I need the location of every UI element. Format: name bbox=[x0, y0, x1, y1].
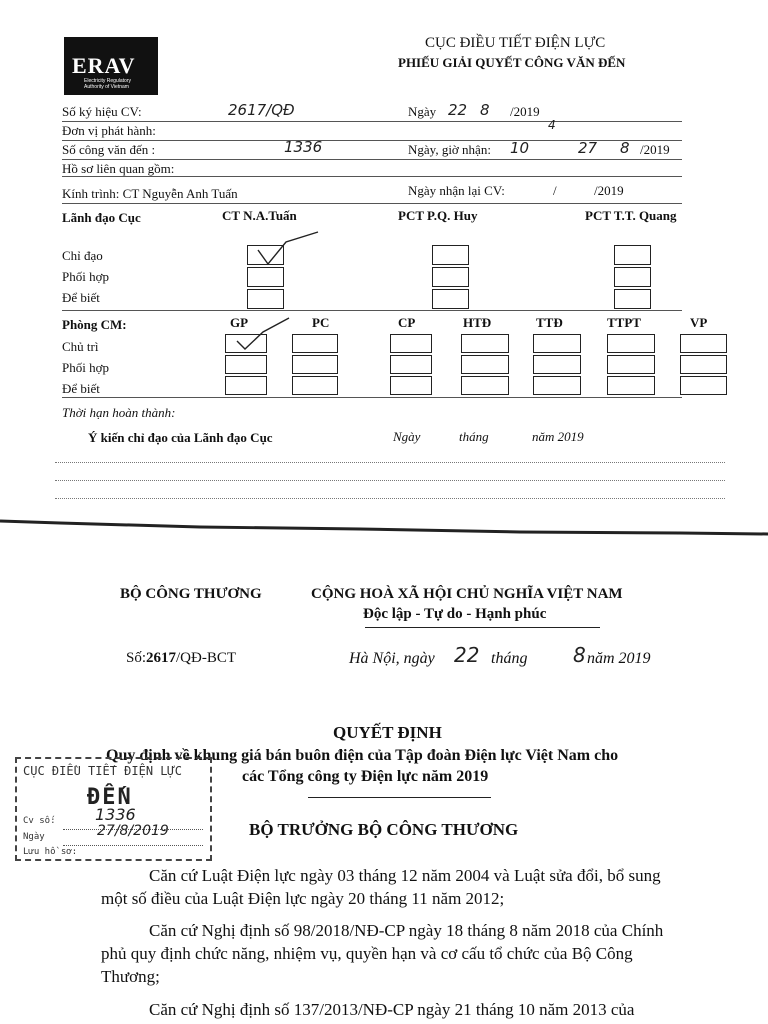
incoming-stamp bbox=[15, 757, 212, 861]
checkbox-htd-phoi-hop[interactable] bbox=[461, 355, 509, 374]
dept-gp: GP bbox=[230, 315, 249, 330]
checkbox-pc-chu-tri[interactable] bbox=[292, 334, 338, 353]
leader-pct-quang: PCT T.T. Quang bbox=[585, 208, 677, 223]
checkbox-ttd-de-biet[interactable] bbox=[533, 376, 581, 395]
checkmark-icon bbox=[240, 228, 330, 273]
nation-name: CỘNG HOÀ XÃ HỘI CHỦ NGHĨA VIỆT NAM bbox=[311, 586, 623, 602]
para3-line1: Căn cứ Nghị định số 137/2013/NĐ-CP ngày 21 tháng 10 năm 2013 của bbox=[149, 1000, 635, 1019]
leader-ct: CT N.A.Tuấn bbox=[222, 208, 297, 223]
checkbox-ttpt-chu-tri[interactable] bbox=[607, 334, 655, 353]
y-kien-label: Ý kiến chỉ đạo của Lãnh đạo Cục bbox=[88, 430, 273, 445]
decision-subject-line1: Quy định về khung giá bán buôn điện của Tập đoàn Điện lực Việt Nam cho bbox=[106, 747, 619, 764]
ngay-year: /2019 bbox=[510, 104, 540, 119]
checkbox-cp-de-biet[interactable] bbox=[390, 376, 432, 395]
ngay-month: 8 bbox=[480, 101, 490, 119]
checkbox-pc-phoi-hop[interactable] bbox=[292, 355, 338, 374]
document-number: Số:2617/QĐ-BCT bbox=[126, 650, 237, 666]
checkbox-vp-chu-tri[interactable] bbox=[680, 334, 727, 353]
para1-line2: một số điều của Luật Điện lực ngày 20 tháng 11 năm 2012; bbox=[101, 889, 505, 908]
y-kien-thang: tháng bbox=[459, 429, 489, 444]
stamp-so-label: Cv số: bbox=[23, 816, 56, 826]
para2-line1: Căn cứ Nghị định số 98/2018/NĐ-CP ngày 18 tháng 8 năm 2018 của Chính bbox=[149, 921, 664, 940]
para2-line2: phủ quy định chức năng, nhiệm vụ, quyền hạn và cơ cấu tổ chức của Bộ Công bbox=[101, 944, 633, 963]
checkbox-pc-de-biet[interactable] bbox=[292, 376, 338, 395]
stamp-agency: CỤC ĐIỀU TIẾT ĐIỆN LỰC bbox=[23, 764, 182, 778]
leader-pct-huy: PCT P.Q. Huy bbox=[398, 208, 478, 223]
paper-edge bbox=[0, 505, 768, 540]
ministry-name: BỘ CÔNG THƯƠNG bbox=[120, 586, 262, 602]
lanh-dao-label: Lãnh đạo Cục bbox=[62, 210, 141, 225]
place-month: 8 bbox=[573, 643, 586, 667]
logo-subtitle: Electricity Regulatory Authority of Vietnam bbox=[84, 78, 131, 90]
place-thang: tháng bbox=[491, 650, 528, 667]
motto: Độc lập - Tự do - Hạnh phúc bbox=[363, 606, 547, 622]
checkbox-huy-phoi-hop[interactable] bbox=[432, 267, 469, 287]
stamp-ngay-value: 27/8/2019 bbox=[97, 823, 169, 839]
checkbox-vp-phoi-hop[interactable] bbox=[680, 355, 727, 374]
leader-row-de-biet: Để biết bbox=[62, 290, 100, 305]
checkbox-ttd-chu-tri[interactable] bbox=[533, 334, 581, 353]
ho-so-label: Hồ sơ liên quan gồm: bbox=[62, 161, 175, 176]
stamp-so-value: 1336 bbox=[95, 805, 136, 824]
ngay-gio-nhan-hour: 10 bbox=[510, 139, 530, 157]
dept-cp: CP bbox=[398, 315, 416, 330]
erav-logo bbox=[64, 37, 158, 95]
y-kien-ngay: Ngày bbox=[393, 429, 421, 444]
y-kien-nam: năm 2019 bbox=[532, 429, 584, 444]
checkbox-cp-chu-tri[interactable] bbox=[390, 334, 432, 353]
checkbox-vp-de-biet[interactable] bbox=[680, 376, 727, 395]
leader-row-chi-dao: Chỉ đạo bbox=[62, 248, 103, 263]
ngay-nhan-lai-year: /2019 bbox=[594, 183, 624, 198]
place-date-prefix: Hà Nội, ngày bbox=[349, 650, 435, 667]
checkbox-ttd-phoi-hop[interactable] bbox=[533, 355, 581, 374]
logo-abbrev: ERAV bbox=[72, 53, 136, 78]
checkmark-icon bbox=[225, 314, 295, 354]
authority: BỘ TRƯỞNG BỘ CÔNG THƯƠNG bbox=[249, 820, 519, 839]
don-vi-label: Đơn vị phát hành: bbox=[62, 123, 156, 138]
dept-htd: HTĐ bbox=[463, 315, 492, 330]
so-cong-van-value: 1336 bbox=[284, 138, 323, 156]
place-year: năm 2019 bbox=[587, 650, 651, 667]
ngay-gio-nhan-year: /2019 bbox=[640, 142, 670, 157]
dept-pc: PC bbox=[312, 315, 330, 330]
ngay-gio-nhan-month: 8 bbox=[620, 139, 630, 157]
dept-row-de-biet: Để biết bbox=[62, 381, 100, 396]
dept-ttd: TTĐ bbox=[536, 315, 563, 330]
checkbox-quang-chi-dao[interactable] bbox=[614, 245, 651, 265]
checkbox-ttpt-phoi-hop[interactable] bbox=[607, 355, 655, 374]
dept-row-phoi-hop: Phối hợp bbox=[62, 360, 109, 375]
ngay-nhan-lai-slash: / bbox=[553, 183, 557, 198]
phong-cm-label: Phòng CM: bbox=[62, 317, 127, 332]
checkbox-cp-phoi-hop[interactable] bbox=[390, 355, 432, 374]
checkbox-htd-chu-tri[interactable] bbox=[461, 334, 509, 353]
leader-row-phoi-hop: Phối hợp bbox=[62, 269, 109, 284]
decision-title: QUYẾT ĐỊNH bbox=[333, 723, 442, 742]
checkbox-huy-de-biet[interactable] bbox=[432, 289, 469, 309]
decision-subject-line2: các Tổng công ty Điện lực năm 2019 bbox=[242, 768, 489, 785]
checkbox-htd-de-biet[interactable] bbox=[461, 376, 509, 395]
place-day: 22 bbox=[454, 643, 480, 667]
ngay-label: Ngày bbox=[408, 104, 437, 119]
ngay-day: 22 bbox=[448, 101, 468, 119]
stamp-ngay-label: Ngày bbox=[23, 832, 45, 842]
dept-vp: VP bbox=[690, 315, 708, 330]
stamp-den: ĐẾN bbox=[87, 785, 133, 810]
checkbox-huy-chi-dao[interactable] bbox=[432, 245, 469, 265]
so-cong-van-label: Số công văn đến : bbox=[62, 142, 156, 157]
checkbox-quang-de-biet[interactable] bbox=[614, 289, 651, 309]
thoi-han-label: Thời hạn hoàn thành: bbox=[62, 405, 176, 420]
so-ky-hieu-value: 2617/QĐ bbox=[228, 101, 295, 119]
checkbox-gp-de-biet[interactable] bbox=[225, 376, 267, 395]
stamp-luu-label: Lưu hồ sơ: bbox=[23, 847, 78, 857]
form-title: PHIẾU GIẢI QUYẾT CÔNG VĂN ĐẾN bbox=[398, 55, 626, 70]
ngay-gio-nhan-label: Ngày, giờ nhận: bbox=[408, 142, 491, 157]
dept-row-chu-tri: Chủ trì bbox=[62, 339, 99, 354]
checkbox-gp-phoi-hop[interactable] bbox=[225, 355, 267, 374]
checkbox-ttpt-de-biet[interactable] bbox=[607, 376, 655, 395]
don-vi-value: 4 bbox=[548, 118, 556, 132]
kinh-trinh: Kính trình: CT Nguyễn Anh Tuấn bbox=[62, 186, 238, 201]
para2-line3: Thương; bbox=[101, 967, 160, 986]
agency-name: CỤC ĐIỀU TIẾT ĐIỆN LỰC bbox=[425, 35, 606, 51]
checkbox-quang-phoi-hop[interactable] bbox=[614, 267, 651, 287]
ngay-gio-nhan-day: 27 bbox=[578, 139, 598, 157]
checkbox-ct-de-biet[interactable] bbox=[247, 289, 284, 309]
dept-ttpt: TTPT bbox=[607, 315, 641, 330]
ngay-nhan-lai-label: Ngày nhận lại CV: bbox=[408, 183, 505, 198]
so-ky-hieu-label: Số ký hiệu CV: bbox=[62, 104, 142, 119]
para1-line1: Căn cứ Luật Điện lực ngày 03 tháng 12 năm 2004 và Luật sửa đổi, bổ sung bbox=[149, 866, 661, 885]
